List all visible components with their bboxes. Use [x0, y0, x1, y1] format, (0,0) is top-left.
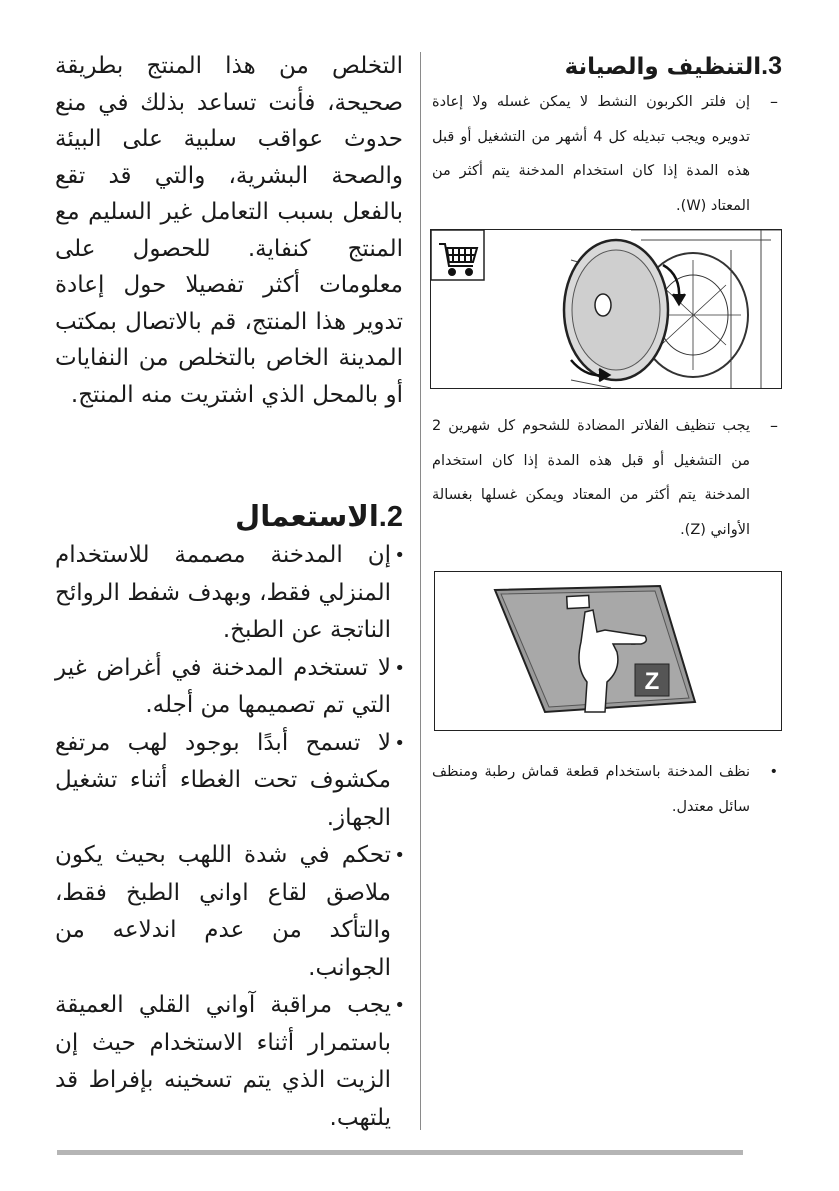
usage-bullet-3: [55, 725, 403, 838]
carbon-filter-text: إن فلتر الكربون النشط لا يمكن غسله ولا إعادة تدويره ويجب تبديله كل 4 أشهر من التشغيل أو قبل هذه المدة إذا كان استخدام المدخنة يتم أكثر من المعتاد (W).: [432, 94, 751, 214]
usage-bullet-5: [55, 987, 403, 1137]
bullet-marker: •: [394, 657, 405, 679]
usage-bullet-text: لا تستخدم المدخنة في أغراض غير التي تم تصميمها من أجله.: [55, 654, 391, 718]
bullet-marker: •: [394, 845, 405, 866]
usage-bullet-text: تحكم في شدة اللهب بحيث يكون ملاصق لقاع اواني الطبخ فقط، والتأكد من عدم اندلاعه من الجوانب.: [55, 842, 391, 981]
dash-marker: –: [770, 416, 778, 435]
section-2-title-text: الاستعمال: [235, 499, 379, 533]
usage-bullet-text: إن المدخنة مصممة للاستخدام المنزلي فقط، وبهدف شفط الروائح الناتجة عن الطبخ.: [55, 542, 391, 643]
carbon-filter-illustration: [431, 230, 781, 388]
bullet-marker: •: [394, 732, 405, 754]
bullet-marker: •: [394, 995, 405, 1016]
right-column: [432, 48, 782, 824]
figure-z-label: Z: [644, 668, 660, 695]
section-3-title-text: التنظيف والصيانة: [564, 54, 762, 80]
usage-bullet-text: يجب مراقبة آواني القلي العميقة باستمرار أثناء الاستخدام حيث إن الزيت الذي يتم تسخينه بإفراط قد يلتهب.: [55, 992, 391, 1131]
grease-filter-item: [432, 409, 782, 547]
section-2-title: [55, 496, 403, 537]
figure-z: [434, 571, 782, 731]
dash-marker: –: [770, 92, 778, 111]
grease-filter-illustration: [435, 572, 781, 730]
figure-z-label-box: [635, 664, 669, 696]
section-2-number: 2.: [378, 501, 403, 533]
usage-bullet-2: [55, 650, 403, 725]
disposal-paragraph: التخلص من هذا المنتج بطريقة صحيحة، فأنت تساعد بذلك في منع حدوث عواقب سلبية على البيئة والصحة البشرية، والتي قد تقع بالفعل بسبب التعامل غير السليم مع المنتج كنفاية. للحصول على معلومات أكثر تفصيلا حول إعادة تدوير هذا المنتج، قم بالاتصال بمكتب المدينة الخاص بالتخلص من النفايات أو بالمحل الذي اشتريت منه المنتج.: [55, 53, 403, 408]
usage-bullet-text: لا تسمح أبدًا بوجود لهب مرتفع مكشوف تحت الغطاء أثناء تشغيل الجهاز.: [55, 729, 391, 831]
carbon-filter-item: [432, 85, 782, 223]
grease-filter-text: يجب تنظيف الفلاتر المضادة للشحوم كل شهرين 2 من التشغيل أو قبل هذه المدة إذا كان استخدام المدخنة يتم أكثر من المعتاد ويمكن غسلها بغسالة الأواني (Z).: [432, 418, 750, 538]
section-3-title: [432, 48, 782, 85]
usage-bullet-4: [55, 837, 403, 987]
bullet-marker: •: [394, 545, 405, 566]
bullet-marker: •: [769, 764, 778, 780]
figure-w: [430, 229, 782, 389]
usage-bullet-1: [55, 537, 403, 650]
cleaning-bullet-item: [432, 755, 782, 824]
carbon-filter-disc: [564, 240, 668, 380]
left-column: [55, 48, 403, 1137]
column-divider: [420, 52, 421, 1130]
section-3-number: 3.: [761, 52, 782, 80]
page-bottom-rule: [57, 1150, 743, 1155]
cleaning-text: نظف المدخنة باستخدام قطعة قماش رطبة ومنظف سائل معتدل.: [432, 764, 750, 815]
